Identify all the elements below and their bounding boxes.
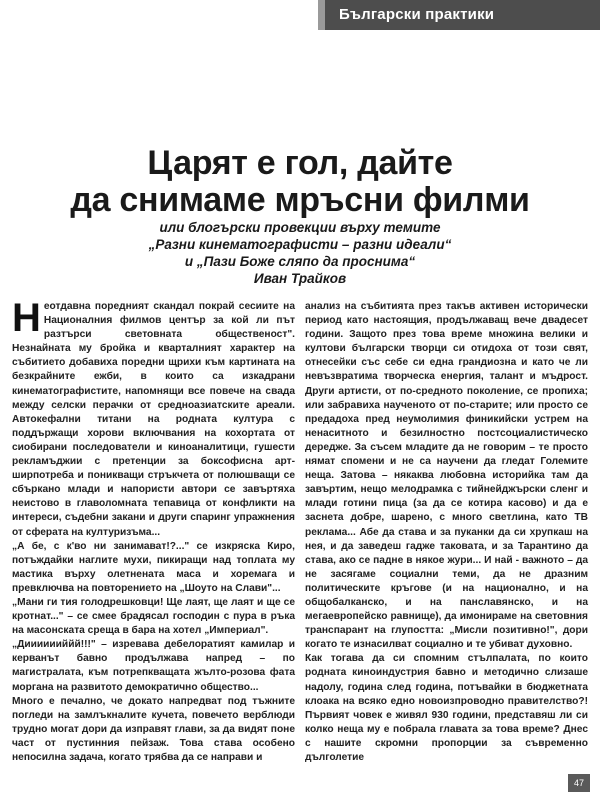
subtitle-line-2: „Разни кинематографисти – разни идеали“ xyxy=(148,237,452,252)
paragraph: Много е печално, че докато напредват под тъжните погледи на замлъкналите кучета, повечето верблюди трудно могат дори да изправят глави, за да видят поне част от пустинния пейзаж. Това става особено непосилна задача, когато трябва да се направи и xyxy=(12,695,295,763)
left-column xyxy=(12,296,295,765)
paragraph xyxy=(12,296,295,540)
paragraph: анализ на събитията през такъв активен исторически период като настоящия, продължаващ вече двадесет години. Защото през това време множина велики и култови български творци си отидоха от този свят, отнесейки със себе си една грандиозна и като че ли невъзвратима творческа енергия, талант и мъдрост. Други артисти, от по-средното поколение, се пропиха; или забравиха наученото от по-старите; или просто се предадоха пред неумолимия финикийски устрем на ненаситното и безилностно постсоциалистическо дередже. За съсем младите да не говорим – те просто нямат спомени и не са научени да гледат Големите неща. Затова – някаква любовна историйка там да завъртим, нещо мелодрамка с тийнейджърски сленг и млади готини пица (за да се котира касово) и да е заснета добре, шарено, с много светлина, като ТВ реклама... Абе да става и за пуканки да си хрупкаш на нея, и да заведеш гадже таковата, и за Тарантино да става, ако се падне в някое жури... И най - важното – да не засягаме социални теми, да не дразним политическите кръгове (и на национално, и на общобалканско, и на панславянско, и на мегаевропейско равнище), да имонираме на световния транспарант на глупостта: „Мисли позитивно!", дори когато те изнасилват социално и те убиват духовно. xyxy=(305,301,588,651)
paragraph: „А бе, с к'во ни занимават!?..." се изкряска Киро, потъждайки наглите мухи, пикиращи над топлата му мастика върху олетнената маса и хоремага и превключва на повторението на „Шоуто на Слави"... xyxy=(12,540,295,594)
right-column xyxy=(305,300,588,765)
article-author: Иван Трайков xyxy=(253,271,347,286)
article-title-line-1: Царят е гол, дайте xyxy=(147,144,453,182)
drop-cap: Н xyxy=(12,296,41,340)
paragraph: „Мани ги тия голодрешковци! Ще лаят, ще лаят и ще се кротнат..." – се смее брадясал господин с пура в ръка на масонската среща в бара на хотел „Империал". xyxy=(12,596,295,637)
section-header: Български практики xyxy=(325,0,600,30)
page-number: 47 xyxy=(568,774,590,792)
paragraph: „Дииииииййй!!!" – изревава дебелоратият камилар и керванът бавно продължава напред – по магистралата, към потрепкващата жълто-розова фата моргана на развитото демократично общество... xyxy=(12,639,295,693)
paragraph: Как тогава да си спомним стълпалата, по които родната киноиндустрия бавно и методично слизаше надолу, година след година, потъвайки в бюджетната клоака на всяко едно новоизпроводно правителство?! Първият човек е живял 930 години, представяш ли си колко неща му е побрала главата за това време? Днес с нашите скромни пропорции за съвременно дълголетие xyxy=(305,653,588,763)
subtitle-line-3: и „Пази Боже сляпо да проснима“ xyxy=(184,254,416,269)
article-title-line-2: да снимаме мръсни филми xyxy=(70,181,530,219)
subtitle-line-1: или блогърски провекции върху темите xyxy=(159,220,441,235)
paragraph-text: еотдавна поредният скандал покрай сесиите на Националния филмов център за кой ли път разтърси световната общественост". Незнайната му бройка и кварталният характер на събитието добавиха поредни щрихи към картината на безкрайните ежби, в които са изкадрани кинематографистите, напомнящи все повече на свада между селски перачки от средноазиатските ареали. Автокефални титани на родната култура с поддържащи хорови включвания на кохортата от сиобирани последователи и киноаналитици, гушести рекламъджии с претенции за боксофисна арт-ширпотреба и поникващи стръкчета от полюшващи се сбъркано млади и напористи автори се завъртяха неистово в главоломната тепавица от конфликти на интереси, съдебни закани и други спаринг упражнения от сферата на културизъма... xyxy=(12,301,295,538)
